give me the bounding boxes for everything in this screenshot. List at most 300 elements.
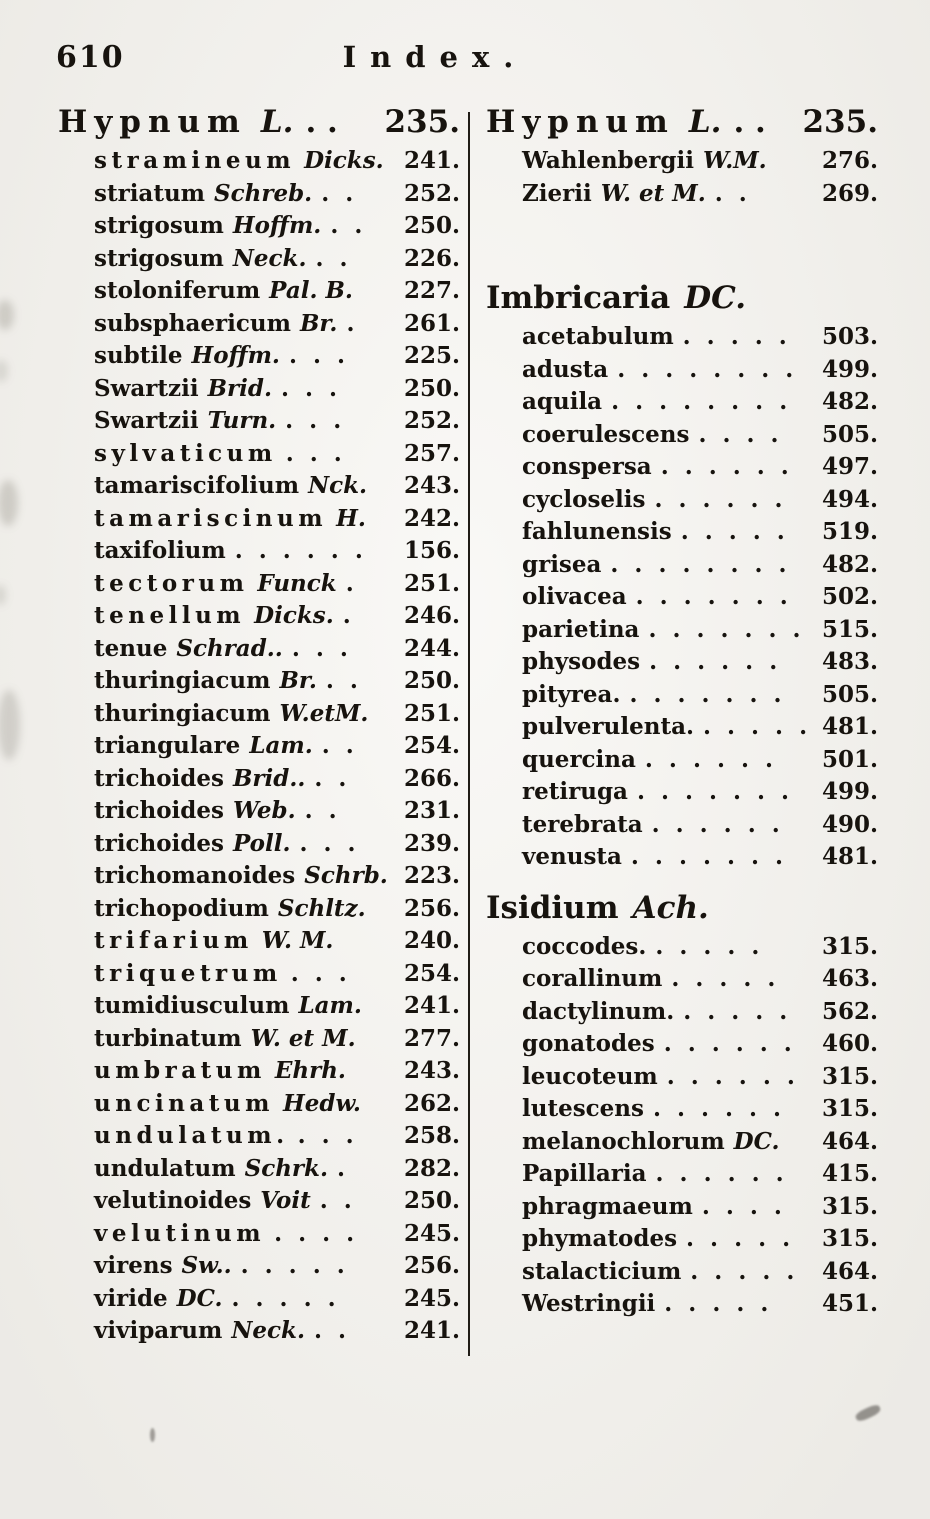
- dot-leader: . . . . . .: [660, 453, 793, 480]
- page-reference: 243.: [403, 472, 460, 499]
- page-reference: 250.: [403, 667, 460, 694]
- dot-leader: . . . . . . . .: [610, 550, 791, 578]
- dot-leader: . . . . .: [680, 518, 789, 545]
- author-abbreviation: DC.: [684, 280, 747, 316]
- index-entry: [486, 1256, 878, 1289]
- species-name: trichomanoides: [94, 862, 296, 889]
- page-reference: 235.: [802, 104, 878, 140]
- dot-leader: . . . . .: [690, 1257, 799, 1285]
- page-reference: 505.: [821, 680, 878, 708]
- page-reference: 282.: [403, 1154, 460, 1182]
- species-name: phragmaeum: [522, 1192, 693, 1220]
- species-name: triangulare: [94, 732, 241, 759]
- species-name: tectorum: [94, 569, 249, 597]
- page-reference: 251.: [403, 569, 460, 597]
- author-abbreviation: Neck.: [231, 1317, 305, 1344]
- index-entry: [58, 210, 460, 243]
- dot-leader: . . . .: [701, 1192, 786, 1220]
- dot-leader: . . . . . .: [652, 1095, 786, 1122]
- species-name: stoloniferum: [94, 277, 261, 304]
- dot-leader: . .: [330, 212, 367, 239]
- author-abbreviation: Br.: [299, 309, 338, 337]
- index-entry: [58, 145, 460, 178]
- species-name: umbratum: [94, 1057, 266, 1084]
- ink-mark: [854, 1403, 882, 1423]
- index-entry: [58, 730, 460, 763]
- dot-leader: . . . . . .: [655, 1160, 788, 1187]
- index-entry: [58, 503, 460, 536]
- index-entry: [486, 711, 878, 744]
- section-heading: [486, 100, 878, 145]
- index-entry: [486, 996, 878, 1029]
- page-reference: 519.: [821, 518, 878, 545]
- species-name: Papillaria: [522, 1160, 647, 1187]
- index-entry: [486, 549, 878, 582]
- page-reference: 415.: [821, 1160, 878, 1187]
- index-entry: [486, 1223, 878, 1256]
- species-name: strigosum: [94, 244, 224, 272]
- page-reference: 481.: [821, 713, 878, 740]
- dot-leader: . . .: [285, 407, 346, 434]
- index-entry: [486, 776, 878, 809]
- index-entry: [58, 600, 460, 633]
- page-reference: 464.: [821, 1127, 878, 1155]
- page-reference: 242.: [403, 504, 460, 532]
- dot-leader: . .: [733, 104, 766, 140]
- dot-leader: . . . . .: [703, 713, 812, 740]
- author-abbreviation: Hedw.: [283, 1089, 361, 1117]
- paper-smudge: [0, 360, 8, 382]
- author-abbreviation: Ehrh.: [274, 1057, 346, 1084]
- index-entry: [486, 451, 878, 484]
- page-reference: 231.: [403, 797, 460, 824]
- index-entry: [58, 405, 460, 438]
- dot-leader: . . . . .: [231, 1284, 340, 1312]
- species-name: adusta: [522, 355, 609, 383]
- species-name: grisea: [522, 550, 602, 578]
- author-abbreviation: W.M.: [702, 147, 767, 174]
- species-name: lutescens: [522, 1095, 644, 1122]
- dot-leader: . . .: [288, 342, 349, 369]
- author-abbreviation: Nck.: [308, 472, 368, 499]
- species-name: subsphaericum: [94, 309, 291, 337]
- species-name: gonatodes: [522, 1030, 655, 1057]
- index-entry: [58, 178, 460, 211]
- author-abbreviation: Neck.: [232, 244, 307, 272]
- index-entry: [58, 275, 460, 308]
- index-entry: [486, 744, 878, 777]
- species-name: tenue: [94, 634, 168, 662]
- dot-leader: . . .: [285, 439, 346, 467]
- species-name: terebrata: [522, 810, 643, 838]
- species-name: trichoides: [94, 829, 224, 857]
- page-reference: 252.: [403, 179, 460, 207]
- author-abbreviation: H.: [336, 504, 366, 532]
- page-reference: 501.: [821, 745, 878, 773]
- page-reference: 315.: [821, 1095, 878, 1122]
- species-name: stalacticium: [522, 1257, 682, 1285]
- index-section: [58, 100, 460, 1348]
- index-entry: [58, 633, 460, 666]
- index-entry: [58, 1315, 460, 1348]
- species-name: trichopodium: [94, 894, 269, 922]
- species-name: velutinoides: [94, 1187, 252, 1214]
- species-name: acetabulum: [522, 323, 674, 350]
- dot-leader: . . . . . . . .: [611, 388, 792, 415]
- page-reference: 254.: [403, 732, 460, 759]
- index-entry: [486, 1191, 878, 1224]
- species-name: trichoides: [94, 764, 224, 792]
- paper-smudge: [0, 300, 14, 330]
- page-reference: 315.: [821, 1225, 878, 1252]
- page-reference: 315.: [821, 1192, 878, 1220]
- author-abbreviation: L.: [260, 104, 294, 140]
- author-abbreviation: Lam.: [298, 992, 362, 1019]
- dot-leader: . . . . . . .: [629, 680, 786, 708]
- index-entry: [58, 470, 460, 503]
- section-heading: [486, 886, 878, 931]
- index-entry: [486, 1093, 878, 1126]
- index-entry: [58, 828, 460, 861]
- index-entry: [58, 1023, 460, 1056]
- species-name: tamariscinum: [94, 504, 328, 532]
- dot-leader: . . . . .: [671, 965, 780, 992]
- index-entry: [486, 321, 878, 354]
- species-name: coccodes.: [522, 932, 647, 960]
- author-abbreviation: W. et M.: [600, 179, 706, 207]
- right-column: [486, 100, 878, 1321]
- author-abbreviation: Pal. B.: [269, 277, 353, 304]
- index-entry: [58, 1283, 460, 1316]
- species-name: melanochlorum: [522, 1127, 725, 1155]
- index-entry: [58, 1153, 460, 1186]
- species-name: aquila: [522, 388, 603, 415]
- page-reference: 223.: [403, 862, 460, 889]
- index-entry: [58, 340, 460, 373]
- species-name: pulverulenta.: [522, 713, 695, 740]
- author-abbreviation: Schrk.: [244, 1154, 328, 1182]
- page-reference: 482.: [821, 388, 878, 415]
- page-reference: 245.: [403, 1284, 460, 1312]
- species-name: velutinum: [94, 1219, 266, 1247]
- author-abbreviation: Br.: [279, 667, 317, 694]
- index-entry: [486, 963, 878, 996]
- page-reference: 464.: [821, 1257, 878, 1285]
- species-name: retiruga: [522, 778, 628, 805]
- index-entry: [58, 1250, 460, 1283]
- author-abbreviation: Poll.: [232, 829, 291, 857]
- species-name: strigosum: [94, 212, 224, 239]
- index-entry: [486, 484, 878, 517]
- dot-leader: . .: [313, 1317, 351, 1344]
- species-name: cycloselis: [522, 485, 646, 513]
- page-reference: 239.: [403, 829, 460, 857]
- author-abbreviation: DC.: [176, 1284, 223, 1312]
- page-reference: 315.: [821, 932, 878, 960]
- author-abbreviation: Dicks.: [254, 602, 334, 629]
- paper-smudge: [0, 480, 18, 526]
- page-reference: 254.: [403, 959, 460, 987]
- dot-leader: . .: [314, 764, 351, 792]
- species-name: olivacea: [522, 583, 627, 610]
- species-name: uncinatum: [94, 1089, 274, 1117]
- dot-leader: .: [336, 1154, 349, 1182]
- species-name: coerulescens: [522, 420, 690, 448]
- page-reference: 250.: [403, 1187, 460, 1214]
- page-reference: 240.: [403, 927, 460, 954]
- species-name: dactylinum.: [522, 997, 675, 1025]
- dot-leader: . . . . . .: [649, 648, 782, 675]
- dot-leader: . . . . . .: [644, 745, 778, 773]
- dot-leader: . . .: [290, 959, 351, 987]
- species-name: tenellum: [94, 602, 246, 629]
- page-reference: 241.: [403, 992, 460, 1019]
- page-reference: 463.: [821, 965, 878, 992]
- species-name: Zierii: [522, 179, 592, 207]
- dot-leader: . .: [319, 1187, 356, 1214]
- index-entry: [486, 646, 878, 679]
- species-name: tumidiusculum: [94, 992, 290, 1019]
- index-entry: [58, 860, 460, 893]
- species-name: thuringiacum: [94, 667, 271, 694]
- species-name: triquetrum: [94, 959, 282, 987]
- page-reference: 277.: [403, 1024, 460, 1052]
- genus-name: Imbricaria: [486, 280, 671, 316]
- author-abbreviation: Voit: [260, 1187, 311, 1214]
- index-entry: [58, 925, 460, 958]
- page-reference: 245.: [403, 1219, 460, 1247]
- page-reference: 246.: [403, 602, 460, 629]
- species-name: tamariscifolium: [94, 472, 300, 499]
- index-entry: [58, 1088, 460, 1121]
- dot-leader: . . . . .: [683, 997, 792, 1025]
- dot-leader: . . . . . .: [234, 537, 367, 564]
- page-reference: 482.: [821, 550, 878, 578]
- index-entry: [58, 763, 460, 796]
- species-name: trifarium: [94, 927, 253, 954]
- author-abbreviation: W. M.: [261, 927, 334, 954]
- index-entry: [486, 614, 878, 647]
- author-abbreviation: Sw..: [181, 1252, 232, 1279]
- dot-leader: . . . . . .: [666, 1062, 799, 1090]
- section-heading: [486, 276, 878, 321]
- index-entry: [58, 958, 460, 991]
- dot-leader: . . .: [299, 829, 360, 857]
- author-abbreviation: Hoffm.: [232, 212, 322, 239]
- author-abbreviation: Web.: [232, 797, 296, 824]
- dot-leader: . .: [321, 179, 358, 207]
- author-abbreviation: W. et M.: [250, 1024, 356, 1052]
- species-name: Wahlenbergii: [522, 147, 694, 174]
- page-reference: 256.: [403, 1252, 460, 1279]
- index-entry: [486, 516, 878, 549]
- page-reference: 276.: [821, 147, 878, 174]
- dot-leader: . . . . .: [240, 1252, 349, 1279]
- species-name: conspersa: [522, 453, 652, 480]
- species-name: virens: [94, 1252, 173, 1279]
- page-reference: 499.: [821, 778, 878, 805]
- index-entry: [486, 809, 878, 842]
- species-name: corallinum: [522, 965, 663, 992]
- running-head-title: Index.: [342, 40, 528, 74]
- author-abbreviation: Lam.: [249, 732, 313, 759]
- index-entry: [58, 1218, 460, 1251]
- dot-leader: . . . . . . . .: [617, 355, 798, 383]
- dot-leader: .: [346, 309, 359, 337]
- author-abbreviation: Ach.: [632, 889, 709, 926]
- dot-leader: . . . . .: [682, 323, 791, 350]
- dot-leader: . . . . . . .: [636, 778, 794, 805]
- page-reference: 266.: [403, 764, 460, 792]
- dot-leader: . . . . . . .: [648, 615, 805, 643]
- species-name: quercina: [522, 745, 636, 773]
- author-abbreviation: Turn.: [207, 407, 277, 434]
- genus-name: Hypnum: [58, 104, 247, 140]
- species-name: Swartzii: [94, 374, 199, 402]
- index-entry: [486, 178, 878, 211]
- index-entry: [58, 1055, 460, 1088]
- author-abbreviation: DC.: [733, 1127, 780, 1155]
- index-entry: [58, 243, 460, 276]
- author-abbreviation: L.: [688, 104, 722, 140]
- page-reference: 460.: [821, 1030, 878, 1057]
- genus-name: Hypnum: [486, 104, 675, 140]
- index-entry: [486, 1126, 878, 1159]
- dot-leader: . .: [325, 667, 362, 694]
- index-entry: [58, 308, 460, 341]
- page-reference: 451.: [821, 1290, 878, 1317]
- index-entry: [486, 1158, 878, 1191]
- page-reference: 494.: [821, 485, 878, 513]
- index-entry: [58, 990, 460, 1023]
- dot-leader: . . . .: [274, 1219, 359, 1247]
- author-abbreviation: Brid..: [232, 764, 306, 792]
- page-reference: 227.: [403, 277, 460, 304]
- page-reference: 250.: [403, 212, 460, 239]
- column-divider-rule: [468, 112, 470, 1356]
- species-name: trichoides: [94, 797, 224, 824]
- index-section: [486, 100, 878, 210]
- genus-name: Isidium: [486, 889, 619, 926]
- index-entry: [58, 373, 460, 406]
- page-reference: 225.: [403, 342, 460, 369]
- species-name: undulatum: [94, 1154, 236, 1182]
- species-name: taxifolium: [94, 537, 226, 564]
- author-abbreviation: Dicks.: [304, 147, 384, 174]
- species-name: phymatodes: [522, 1225, 678, 1252]
- dot-leader: .: [345, 569, 358, 597]
- page-reference: 505.: [821, 420, 878, 448]
- page-reference: 483.: [821, 648, 878, 675]
- species-name: thuringiacum: [94, 699, 271, 727]
- species-name: subtile: [94, 342, 183, 369]
- index-section: [486, 276, 878, 874]
- page-reference: 257.: [403, 439, 460, 467]
- page-reference: 499.: [821, 355, 878, 383]
- page-reference: 235.: [384, 104, 460, 140]
- paper-smudge: [0, 585, 6, 605]
- index-entry: [486, 145, 878, 178]
- page-reference: 562.: [821, 997, 878, 1025]
- species-name: Swartzii: [94, 407, 199, 434]
- species-name: parietina: [522, 615, 640, 643]
- dot-leader: . . .: [280, 374, 342, 402]
- page-reference: 515.: [821, 615, 878, 643]
- index-entry: [486, 679, 878, 712]
- index-entry: [486, 581, 878, 614]
- section-heading: [58, 100, 460, 145]
- index-section: [486, 886, 878, 1321]
- page-reference: 252.: [403, 407, 460, 434]
- species-name: viride: [94, 1284, 168, 1312]
- species-name: viviparum: [94, 1317, 223, 1344]
- index-entry: [486, 1288, 878, 1321]
- dot-leader: . .: [714, 179, 751, 207]
- dot-leader: . . . .: [698, 420, 783, 448]
- dot-leader: . .: [321, 732, 358, 759]
- page-reference: 251.: [403, 699, 460, 727]
- index-entry: [58, 1185, 460, 1218]
- page-reference: 241.: [403, 1317, 460, 1344]
- index-entry: [486, 931, 878, 964]
- dot-leader: . . . . . .: [651, 810, 784, 838]
- species-name: turbinatum: [94, 1024, 242, 1052]
- dot-leader: . . . . .: [655, 932, 764, 960]
- page-number: 610: [56, 40, 125, 75]
- index-entry: [58, 535, 460, 568]
- author-abbreviation: Schrb.: [304, 862, 388, 889]
- page-reference: 497.: [821, 453, 878, 480]
- author-abbreviation: Brid.: [207, 374, 272, 402]
- dot-leader: . . . . .: [664, 1290, 773, 1317]
- author-abbreviation: Hoffm.: [191, 342, 280, 369]
- dot-leader: . .: [315, 244, 352, 272]
- page-reference: 250.: [403, 374, 460, 402]
- dot-leader: .: [342, 602, 355, 629]
- dot-leader: . . .: [291, 634, 352, 662]
- page-reference: 241.: [403, 147, 460, 174]
- dot-leader: . . . . . . .: [635, 583, 792, 610]
- dot-leader: . . . . . .: [663, 1030, 796, 1057]
- index-entry: [486, 1061, 878, 1094]
- dot-leader: . . . . . .: [654, 485, 787, 513]
- index-entry: [58, 665, 460, 698]
- author-abbreviation: W.etM.: [279, 699, 369, 727]
- species-name: fahlunensis: [522, 518, 672, 545]
- page-reference: 226.: [403, 244, 460, 272]
- page-reference: 262.: [403, 1089, 460, 1117]
- dot-leader: . . .: [297, 1122, 358, 1149]
- species-name: sylvaticum: [94, 439, 277, 467]
- page-reference: 315.: [821, 1062, 878, 1090]
- page-reference: 243.: [403, 1057, 460, 1084]
- species-name: undulatum.: [94, 1122, 289, 1149]
- dot-leader: . . . . .: [686, 1225, 795, 1252]
- index-entry: [58, 698, 460, 731]
- page-reference: 261.: [403, 309, 460, 337]
- index-entry: [486, 419, 878, 452]
- page-reference: 244.: [403, 634, 460, 662]
- author-abbreviation: Schltz.: [277, 894, 366, 922]
- dot-leader: . .: [305, 104, 338, 140]
- species-name: striatum: [94, 179, 206, 207]
- page-reference: 503.: [821, 323, 878, 350]
- page-reference: 269.: [821, 179, 878, 207]
- index-entry: [486, 841, 878, 874]
- page-reference: 490.: [821, 810, 878, 838]
- index-entry: [58, 893, 460, 926]
- page-reference: 156.: [403, 537, 460, 564]
